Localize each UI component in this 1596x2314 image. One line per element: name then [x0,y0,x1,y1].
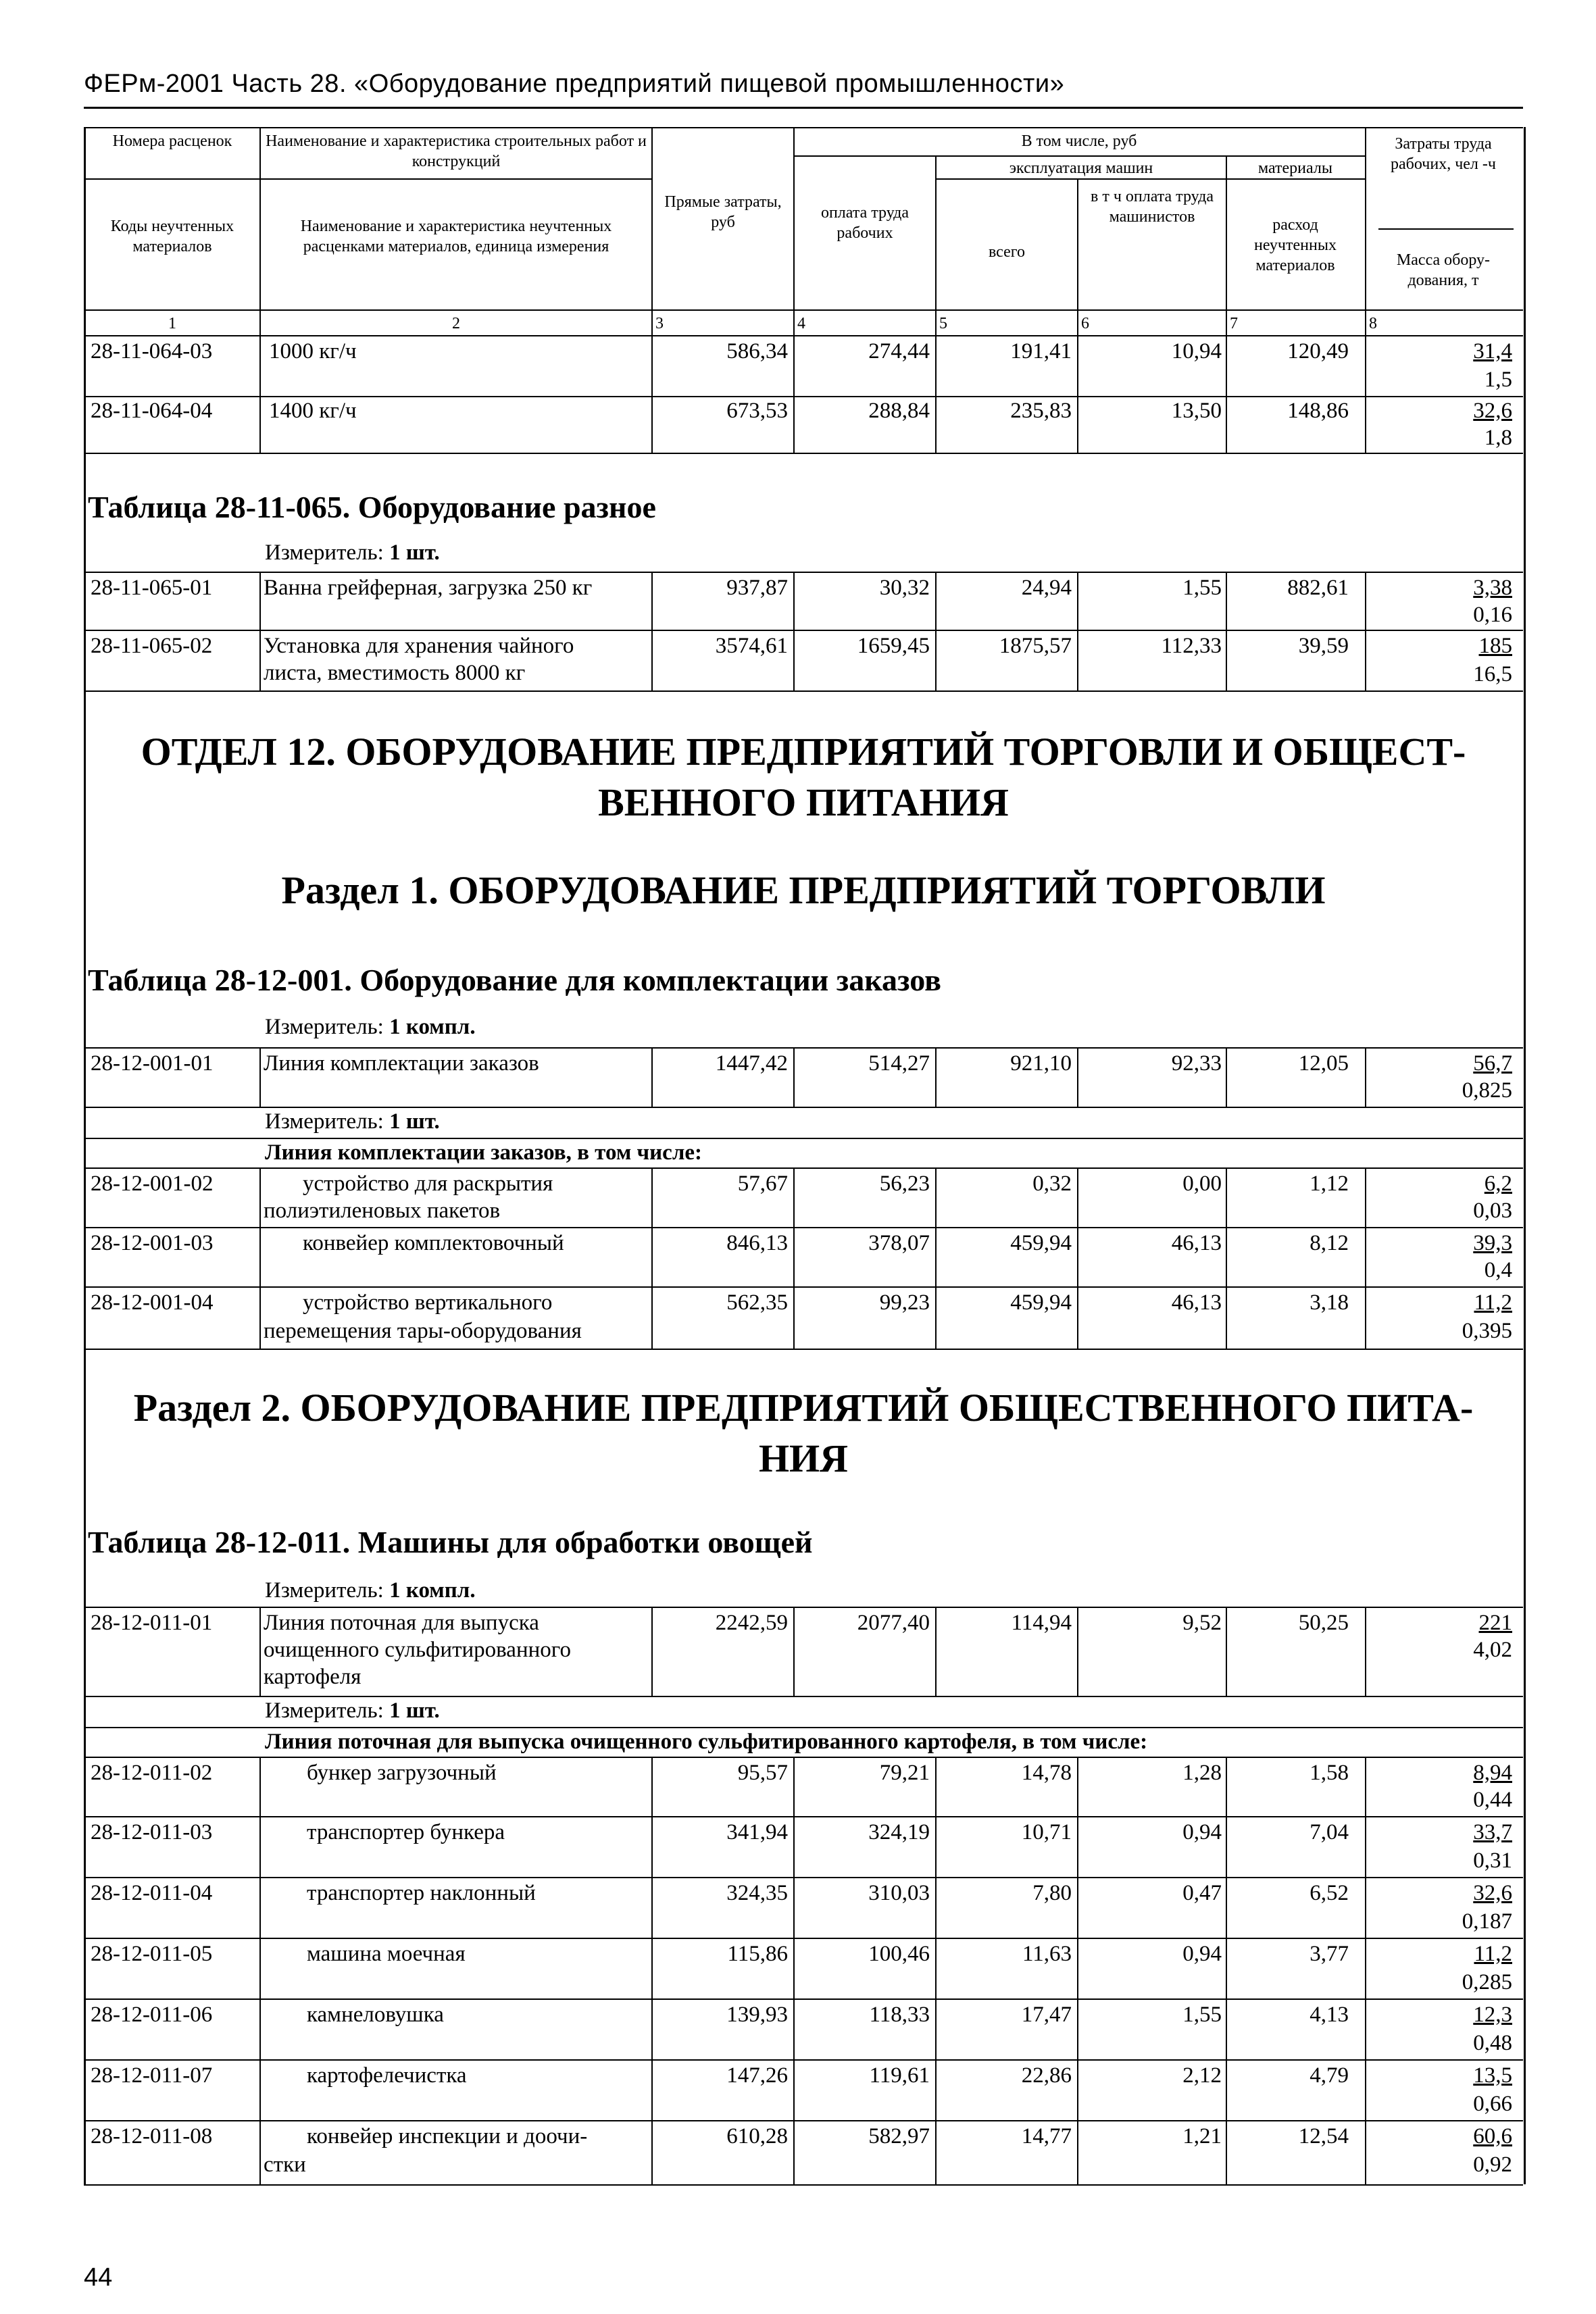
rule [259,127,261,453]
row-name-cont: стки [264,2153,306,2177]
rule [935,1047,937,1107]
cell-direct: 1447,42 [715,1051,788,1076]
cell-mass: 0,825 [1462,1078,1512,1103]
rule [84,1607,1523,1608]
rule [935,155,937,453]
cell-labor: 1659,45 [857,634,930,658]
rule [84,1816,1523,1817]
col-header-incl: В том числе, руб [1021,132,1137,150]
row-name: Линия поточная для выпуска [264,1611,539,1635]
col-header-name: Наименование и характеристика строительных работ и конструкций [266,132,647,170]
cell-mass: 0,92 [1473,2153,1512,2177]
rule [84,309,1523,311]
rule [259,1607,261,1696]
cell-labor-hours: 31,4 [1473,339,1512,363]
cell-machinist: 46,13 [1171,1290,1222,1315]
cell-mass: 4,02 [1473,1638,1512,1662]
cell-machines: 1875,57 [999,634,1072,658]
cell-machines: 14,77 [1021,2124,1072,2148]
cell-direct: 57,67 [737,1172,788,1196]
cell-labor: 2077,40 [857,1611,930,1635]
cell-machinist: 0,00 [1182,1172,1222,1196]
rule [1365,572,1366,690]
measure-unit: Измеритель: 1 компл. [265,1578,476,1603]
rule [793,155,1365,157]
row-code: 28-11-064-03 [91,339,213,363]
cell-machines: 7,80 [1032,1881,1072,1905]
row-name: конвейер комплектовочный [303,1231,564,1255]
rule [1077,1167,1078,1349]
section-title: Раздел 1. ОБОРУДОВАНИЕ ПРЕДПРИЯТИЙ ТОРГОВЛИ [281,868,1326,912]
cell-mass: 0,395 [1462,1319,1512,1343]
row-name: конвейер инспекции и доочи- [307,2124,588,2148]
rule [935,572,937,690]
rule [259,1047,261,1107]
rule [1365,1167,1366,1349]
cell-labor-hours: 221 [1478,1611,1512,1635]
cell-mass: 0,44 [1473,1788,1512,1812]
cell-machinist: 46,13 [1171,1231,1222,1255]
cell-machinist: 112,33 [1161,634,1222,658]
rule [793,572,795,690]
cell-labor-hours: 60,6 [1473,2124,1512,2148]
col-header-operation: эксплуатация машин [1009,159,1153,177]
rule [1378,228,1514,230]
row-name: картофелечистка [307,2063,467,2088]
section-title-line: Раздел 2. ОБОРУДОВАНИЕ ПРЕДПРИЯТИЙ ОБЩЕСТВЕННОГО ПИТА- [133,1386,1474,1430]
cell-machines: 191,41 [1010,339,1072,363]
section-title [84,1382,1523,1484]
row-name: устройство вертикального [303,1290,553,1315]
cell-direct: 562,35 [726,1290,788,1315]
cell-labor-hours: 12,3 [1473,2003,1512,2027]
cell-labor: 118,33 [869,2003,930,2027]
cell-labor: 56,23 [879,1172,930,1196]
rule [1226,1047,1227,1107]
col-header-materials: материалы [1257,159,1332,177]
row-name-cont: полиэтиленовых пакетов [264,1199,501,1223]
col-num-1: 1 [168,315,176,332]
cell-mass: 0,31 [1473,1848,1512,1873]
row-code: 28-12-011-01 [91,1611,213,1635]
cell-machinist: 1,55 [1182,2003,1222,2027]
cell-machinist: 9,52 [1182,1611,1222,1635]
group-heading: Линия комплектации заказов, в том числе: [265,1140,702,1165]
rule [84,178,651,180]
row-code: 28-12-011-02 [91,1761,213,1785]
cell-materials: 8,12 [1310,1231,1349,1255]
cell-machines: 921,10 [1010,1051,1072,1076]
cell-labor-hours: 11,2 [1474,1290,1512,1315]
cell-direct: 937,87 [726,576,788,600]
rule [84,396,1523,397]
rule [84,1877,1523,1878]
rule [84,690,1523,692]
row-name: камнеловушка [307,2003,444,2027]
cell-materials: 1,58 [1310,1761,1349,1785]
cell-labor: 582,97 [868,2124,930,2148]
cell-materials: 4,13 [1310,2003,1349,2027]
row-code: 28-11-065-01 [91,576,213,600]
cell-materials: 148,86 [1287,399,1349,423]
row-code: 28-12-011-05 [91,1942,213,1966]
page-header: ФЕРм-2001 Часть 28. «Оборудование предприятий пищевой промышленности» [84,70,1065,98]
row-code: 28-12-011-08 [91,2124,213,2148]
rule [935,1607,937,1696]
row-name: машина моечная [307,1942,466,1966]
cell-direct: 2242,59 [715,1611,788,1635]
col-header-codes: Коды неучтенных материалов [110,218,234,255]
cell-direct: 586,34 [726,339,788,363]
rule [259,572,261,690]
rule [793,1607,795,1696]
row-name-cont: листа, вместимость 8000 кг [264,661,526,685]
row-name: устройство для раскрытия [303,1172,553,1196]
cell-materials: 120,49 [1287,339,1349,363]
cell-machinist: 1,28 [1182,1761,1222,1785]
col-header-total: всего [988,243,1026,261]
cell-machines: 17,47 [1021,2003,1072,2027]
cell-labor: 288,84 [868,399,930,423]
cell-direct: 673,53 [726,399,788,423]
col-header-labor: оплата труда рабочих [820,204,909,242]
rule [84,127,1523,128]
col-num-5: 5 [939,315,947,332]
cell-machines: 235,83 [1010,399,1072,423]
table-title: Таблица 28-12-001. Оборудование для комплектации заказов [88,963,941,997]
cell-labor-hours: 11,2 [1474,1942,1512,1966]
cell-mass: 0,4 [1484,1258,1512,1282]
cell-direct: 95,57 [737,1761,788,1785]
rule [935,178,1365,180]
rule [84,2120,1523,2121]
cell-labor-hours: 3,38 [1473,576,1512,600]
cell-machines: 14,78 [1021,1761,1072,1785]
rule [1226,572,1227,690]
rule [84,1167,1523,1169]
cell-direct: 3574,61 [715,634,788,658]
rule [259,1167,261,1349]
cell-labor: 310,03 [868,1881,930,1905]
rule [793,1047,795,1107]
cell-machinist: 10,94 [1171,339,1222,363]
row-name: транспортер бункера [307,1820,505,1844]
rule [84,1227,1523,1228]
department-title [84,726,1523,828]
row-code: 28-12-011-04 [91,1881,213,1905]
cell-materials: 1,12 [1310,1172,1349,1196]
cell-materials: 882,61 [1287,576,1349,600]
cell-machines: 459,94 [1010,1290,1072,1315]
rule [84,2184,1523,2186]
cell-mass: 0,285 [1462,1970,1512,1994]
cell-labor: 514,27 [868,1051,930,1076]
rule [651,572,653,690]
row-code: 28-11-064-04 [91,399,213,423]
rule [84,335,1523,336]
cell-machines: 22,86 [1021,2063,1072,2088]
cell-machines: 114,94 [1011,1611,1072,1635]
row-code: 28-12-011-03 [91,1820,213,1844]
rule [84,1349,1523,1350]
page-number: 44 [84,2263,113,2292]
cell-mass: 0,16 [1473,603,1512,627]
col-num-6: 6 [1081,315,1089,332]
rule [1077,178,1078,453]
cell-mass: 0,66 [1473,2092,1512,2116]
rule [84,572,1523,573]
rule [1365,1047,1366,1107]
table-title: Таблица 28-12-011. Машины для обработки овощей [88,1525,813,1559]
rule [84,1047,1523,1049]
row-name: бункер загрузочный [307,1761,497,1785]
cell-direct: 115,86 [727,1942,788,1966]
rule [1077,572,1078,690]
cell-machinist: 0,94 [1182,1820,1222,1844]
row-name-cont: перемещения тары-оборудования [264,1319,582,1343]
cell-machines: 24,94 [1021,576,1072,600]
cell-materials: 4,79 [1310,2063,1349,2088]
rule [1226,155,1227,453]
rule [1077,1047,1078,1107]
cell-materials: 50,25 [1298,1611,1349,1635]
section-title-line: НИЯ [758,1436,849,1481]
cell-labor-hours: 32,6 [1473,399,1512,423]
row-name: Ванна грейферная, загрузка 250 кг [264,576,593,600]
rule [84,1938,1523,1939]
cell-labor-hours: 33,7 [1473,1820,1512,1844]
rule [651,1167,653,1349]
rule [84,1107,1523,1108]
rule [651,1607,653,1696]
cell-labor-hours: 6,2 [1484,1172,1512,1196]
cell-mass: 16,5 [1473,662,1512,686]
cell-machinist: 2,12 [1182,2063,1222,2088]
cell-materials: 6,52 [1310,1881,1349,1905]
cell-machines: 10,71 [1021,1820,1072,1844]
cell-machinist: 0,94 [1182,1942,1222,1966]
rule [84,453,1523,454]
cell-machinist: 1,21 [1182,2124,1222,2148]
cell-materials: 12,05 [1298,1051,1349,1076]
rule [84,1138,1523,1139]
cell-direct: 147,26 [726,2063,788,2088]
header-rule [84,107,1523,109]
rule [793,1167,795,1349]
cell-mass: 1,8 [1484,426,1512,450]
cell-mass: 1,5 [1484,368,1512,392]
measure-unit: Измеритель: 1 шт. [265,1109,440,1134]
rule [84,1727,1523,1728]
rule [84,630,1523,631]
rule [651,127,653,453]
department-title-line: ВЕННОГО ПИТАНИЯ [598,780,1009,825]
cell-labor-hours: 39,3 [1473,1231,1512,1255]
cell-direct: 846,13 [726,1231,788,1255]
measure-unit: Измеритель: 1 шт. [265,1699,440,1723]
rule [84,1998,1523,2000]
cell-machinist: 92,33 [1171,1051,1222,1076]
row-code: 28-12-001-04 [91,1290,214,1315]
rule [84,1757,1523,1758]
cell-mass: 0,48 [1473,2031,1512,2055]
row-name: 1400 кг/ч [269,399,357,423]
cell-machines: 459,94 [1010,1231,1072,1255]
cell-labor-hours: 185 [1478,634,1512,658]
cell-machinist: 1,55 [1182,576,1222,600]
cell-materials: 3,77 [1310,1942,1349,1966]
col-num-3: 3 [655,315,664,332]
cell-machinist: 0,47 [1182,1881,1222,1905]
cell-labor: 79,21 [879,1761,930,1785]
cell-direct: 324,35 [726,1881,788,1905]
row-code: 28-11-065-02 [91,634,213,658]
col-header-direct: Прямые затраты, руб [664,193,782,231]
row-code: 28-12-001-03 [91,1231,214,1255]
cell-machinist: 13,50 [1171,399,1222,423]
cell-labor: 100,46 [868,1942,930,1966]
cell-machines: 0,32 [1032,1172,1072,1196]
col-header-labor-hours: Затраты труда рабочих, чел -ч [1391,135,1496,173]
rule [793,127,795,453]
rule [1077,1607,1078,1696]
row-code: 28-12-001-02 [91,1172,214,1196]
measure-unit: Измеритель: 1 компл. [265,1015,476,1039]
cell-labor: 324,19 [868,1820,930,1844]
table-title: Таблица 28-11-065. Оборудование разное [88,490,656,524]
rule [84,1696,1523,1697]
col-header-materials-name: Наименование и характеристика неучтенных расценками материалов, единица измерения [300,218,612,255]
cell-labor-hours: 32,6 [1473,1881,1512,1905]
cell-labor-hours: 8,94 [1473,1761,1512,1785]
cell-labor: 99,23 [879,1290,930,1315]
col-header-machinist: в т ч оплата труда машинистов [1091,188,1214,226]
cell-labor-hours: 56,7 [1473,1051,1512,1076]
cell-labor-hours: 13,5 [1473,2063,1512,2088]
row-name-cont: картофеля [264,1665,361,1689]
row-name: 1000 кг/ч [269,339,357,363]
cell-mass: 0,187 [1462,1909,1512,1934]
rule [935,1167,937,1349]
cell-direct: 610,28 [726,2124,788,2148]
row-name: транспортер наклонный [307,1881,536,1905]
group-heading: Линия поточная для выпуска очищенного сульфитированного картофеля, в том числе: [265,1730,1148,1754]
cell-labor: 119,61 [869,2063,930,2088]
cell-direct: 139,93 [726,2003,788,2027]
col-header-mass: Масса обору-дования, т [1396,251,1491,289]
rule [1365,127,1366,453]
rule [84,1286,1523,1288]
col-num-8: 8 [1369,315,1377,332]
measure-unit: Измеритель: 1 шт. [265,540,440,565]
cell-materials: 12,54 [1298,2124,1349,2148]
row-code: 28-12-011-06 [91,2003,213,2027]
cell-labor: 378,07 [868,1231,930,1255]
col-num-2: 2 [452,315,460,332]
cell-labor: 30,32 [879,576,930,600]
cell-direct: 341,94 [726,1820,788,1844]
cell-mass: 0,03 [1473,1199,1512,1223]
cell-machines: 11,63 [1022,1942,1072,1966]
department-title-line: ОТДЕЛ 12. ОБОРУДОВАНИЕ ПРЕДПРИЯТИЙ ТОРГОВЛИ И ОБЩЕСТ- [141,730,1466,774]
row-name-cont: очищенного сульфитированного [264,1638,571,1662]
cell-materials: 3,18 [1310,1290,1349,1315]
rule [651,1047,653,1107]
col-header-mat-consumption: расход неучтенных материалов [1254,216,1337,274]
row-code: 28-12-001-01 [91,1051,214,1076]
row-name: Установка для хранения чайного [264,634,574,658]
col-num-7: 7 [1230,315,1238,332]
cell-labor: 274,44 [868,339,930,363]
rule [1226,1607,1227,1696]
cell-materials: 7,04 [1310,1820,1349,1844]
row-name: Линия комплектации заказов [264,1051,539,1076]
row-code: 28-12-011-07 [91,2063,213,2088]
col-header-number: Номера расценок [112,132,232,150]
rule [1365,1607,1366,1696]
rule [1226,1167,1227,1349]
rule [84,2059,1523,2061]
col-num-4: 4 [797,315,805,332]
cell-materials: 39,59 [1298,634,1349,658]
